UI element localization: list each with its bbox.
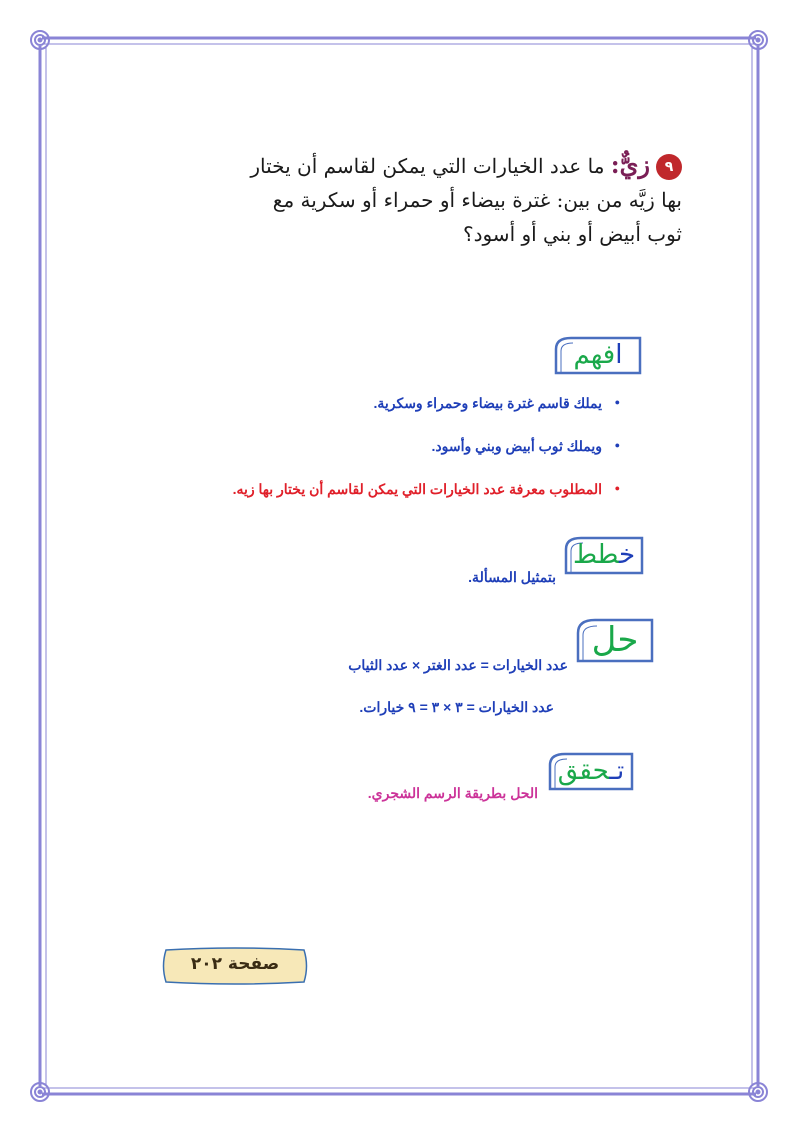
solve-line-2: عدد الخيارات = ٣ × ٣ = ٩ خيارات. bbox=[359, 699, 554, 715]
plan-label-b: طط bbox=[572, 540, 619, 570]
plan-text: بتمثيل المسألة. bbox=[468, 569, 556, 585]
understand-tab bbox=[553, 335, 643, 375]
problem-text-2: بها زيَّه من بين: غترة بيضاء أو حمراء أو سكرية مع bbox=[272, 188, 682, 212]
understand-list bbox=[60, 395, 620, 524]
understand-label-b: فهم bbox=[573, 340, 616, 370]
plan-tab bbox=[563, 535, 645, 575]
problem-line-1 bbox=[162, 148, 682, 183]
check-text: الحل بطريقة الرسم الشجري. bbox=[367, 785, 538, 801]
understand-bullet-1: ● يملك قاسم غترة بيضاء وحمراء وسكرية. bbox=[60, 395, 620, 412]
problem-keyword: زيٌّ: bbox=[610, 150, 650, 179]
problem-statement bbox=[162, 148, 682, 251]
solve-label: حل bbox=[591, 620, 639, 660]
check-label-a: تـ bbox=[609, 756, 625, 786]
page-number-box bbox=[160, 946, 310, 986]
understand-bullet-3: ● المطلوب معرفة عدد الخيارات التي يمكن لقاسم أن يختار بها زيه. bbox=[60, 481, 620, 498]
understand-label-a: ا bbox=[615, 340, 623, 370]
problem-number-badge: ٩ bbox=[656, 154, 682, 180]
problem-text-1: ما عدد الخيارات التي يمكن لقاسم أن يختار bbox=[250, 154, 605, 178]
check-label-b: حقق bbox=[557, 756, 610, 786]
plan-label-a: خ bbox=[618, 540, 636, 570]
check-tab bbox=[547, 751, 635, 791]
solve-line-1: عدد الخيارات = عدد الغتر × عدد الثياب bbox=[348, 657, 568, 673]
problem-text-3: ثوب أبيض أو بني أو أسود؟ bbox=[462, 222, 682, 246]
understand-bullet-2: ● ويملك ثوب أبيض وبني وأسود. bbox=[60, 438, 620, 455]
solve-tab bbox=[575, 617, 655, 663]
page-number-label: صفحة ٢٠٢ bbox=[190, 954, 280, 974]
